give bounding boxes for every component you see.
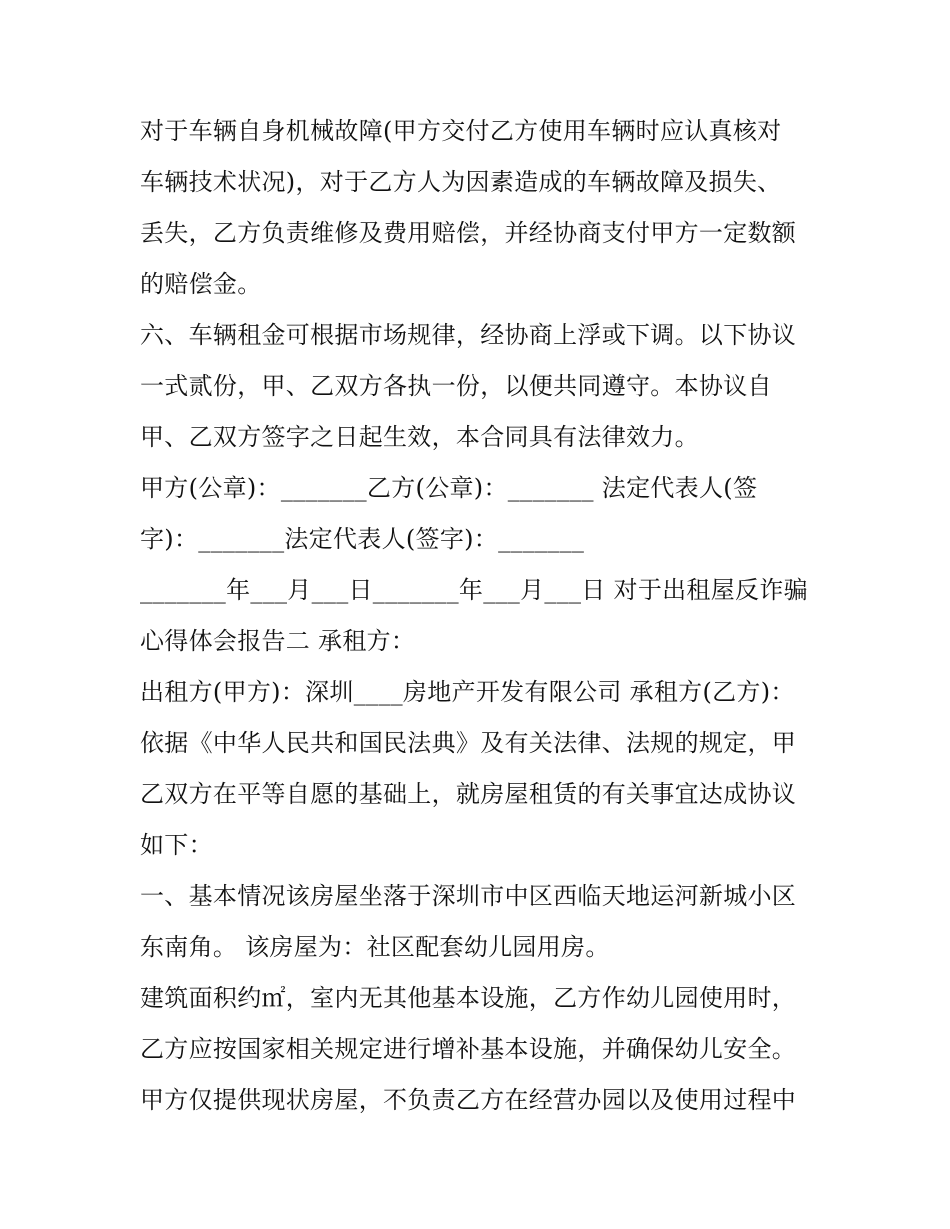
paragraph-line: 依据《中华人民共和国民法典》及有关法律、法规的规定，甲 [140, 729, 797, 757]
paragraph-line: 车辆技术状况)，对于乙方人为因素造成的车辆故障及损失、 [140, 168, 782, 196]
paragraph-line: 甲方仅提供现状房屋，不负责乙方在经营办园以及使用过程中 [140, 1086, 797, 1114]
signature-line: 甲方(公章)：_______乙方(公章)：_______ 法定代表人(签 [140, 474, 758, 502]
party-line: 出租方(甲方)：深圳____房地产开发有限公司 承租方(乙方)： [140, 678, 795, 706]
paragraph-line: 乙方应按国家相关规定进行增补基本设施，并确保幼儿安全。 [140, 1035, 797, 1063]
signature-line: 字)：_______法定代表人(签字)：_______ [140, 525, 585, 553]
section-heading-line: 心得体会报告二 承租方： [140, 627, 416, 655]
paragraph-line: 一、基本情况该房屋坐落于深圳市中区西临天地运河新城小区 [140, 882, 797, 910]
paragraph-line: 对于车辆自身机械故障(甲方交付乙方使用车辆时应认真核对 [140, 117, 782, 145]
paragraph-line: 乙双方在平等自愿的基础上，就房屋租赁的有关事宜达成协议 [140, 780, 797, 808]
paragraph-line: 东南角。 该房屋为：社区配套幼儿园用房。 [140, 933, 610, 961]
paragraph-line: 建筑面积约㎡，室内无其他基本设施，乙方作幼儿园使用时， [140, 984, 797, 1012]
paragraph-line: 六、车辆租金可根据市场规律，经协商上浮或下调。以下协议 [140, 321, 797, 349]
paragraph-line: 丢失，乙方负责维修及费用赔偿，并经协商支付甲方一定数额 [140, 219, 797, 247]
paragraph-line: 一式贰份，甲、乙双方各执一份，以便共同遵守。本协议自 [140, 372, 772, 400]
paragraph-line: 的赔偿金。 [140, 270, 262, 298]
paragraph-line: 甲、乙双方签字之日起生效，本合同具有法律效力。 [140, 423, 699, 451]
paragraph-line: 如下： [140, 831, 213, 859]
date-line: _______年___月___日_______年___月___日 对于出租屋反诈骗 [140, 576, 808, 604]
